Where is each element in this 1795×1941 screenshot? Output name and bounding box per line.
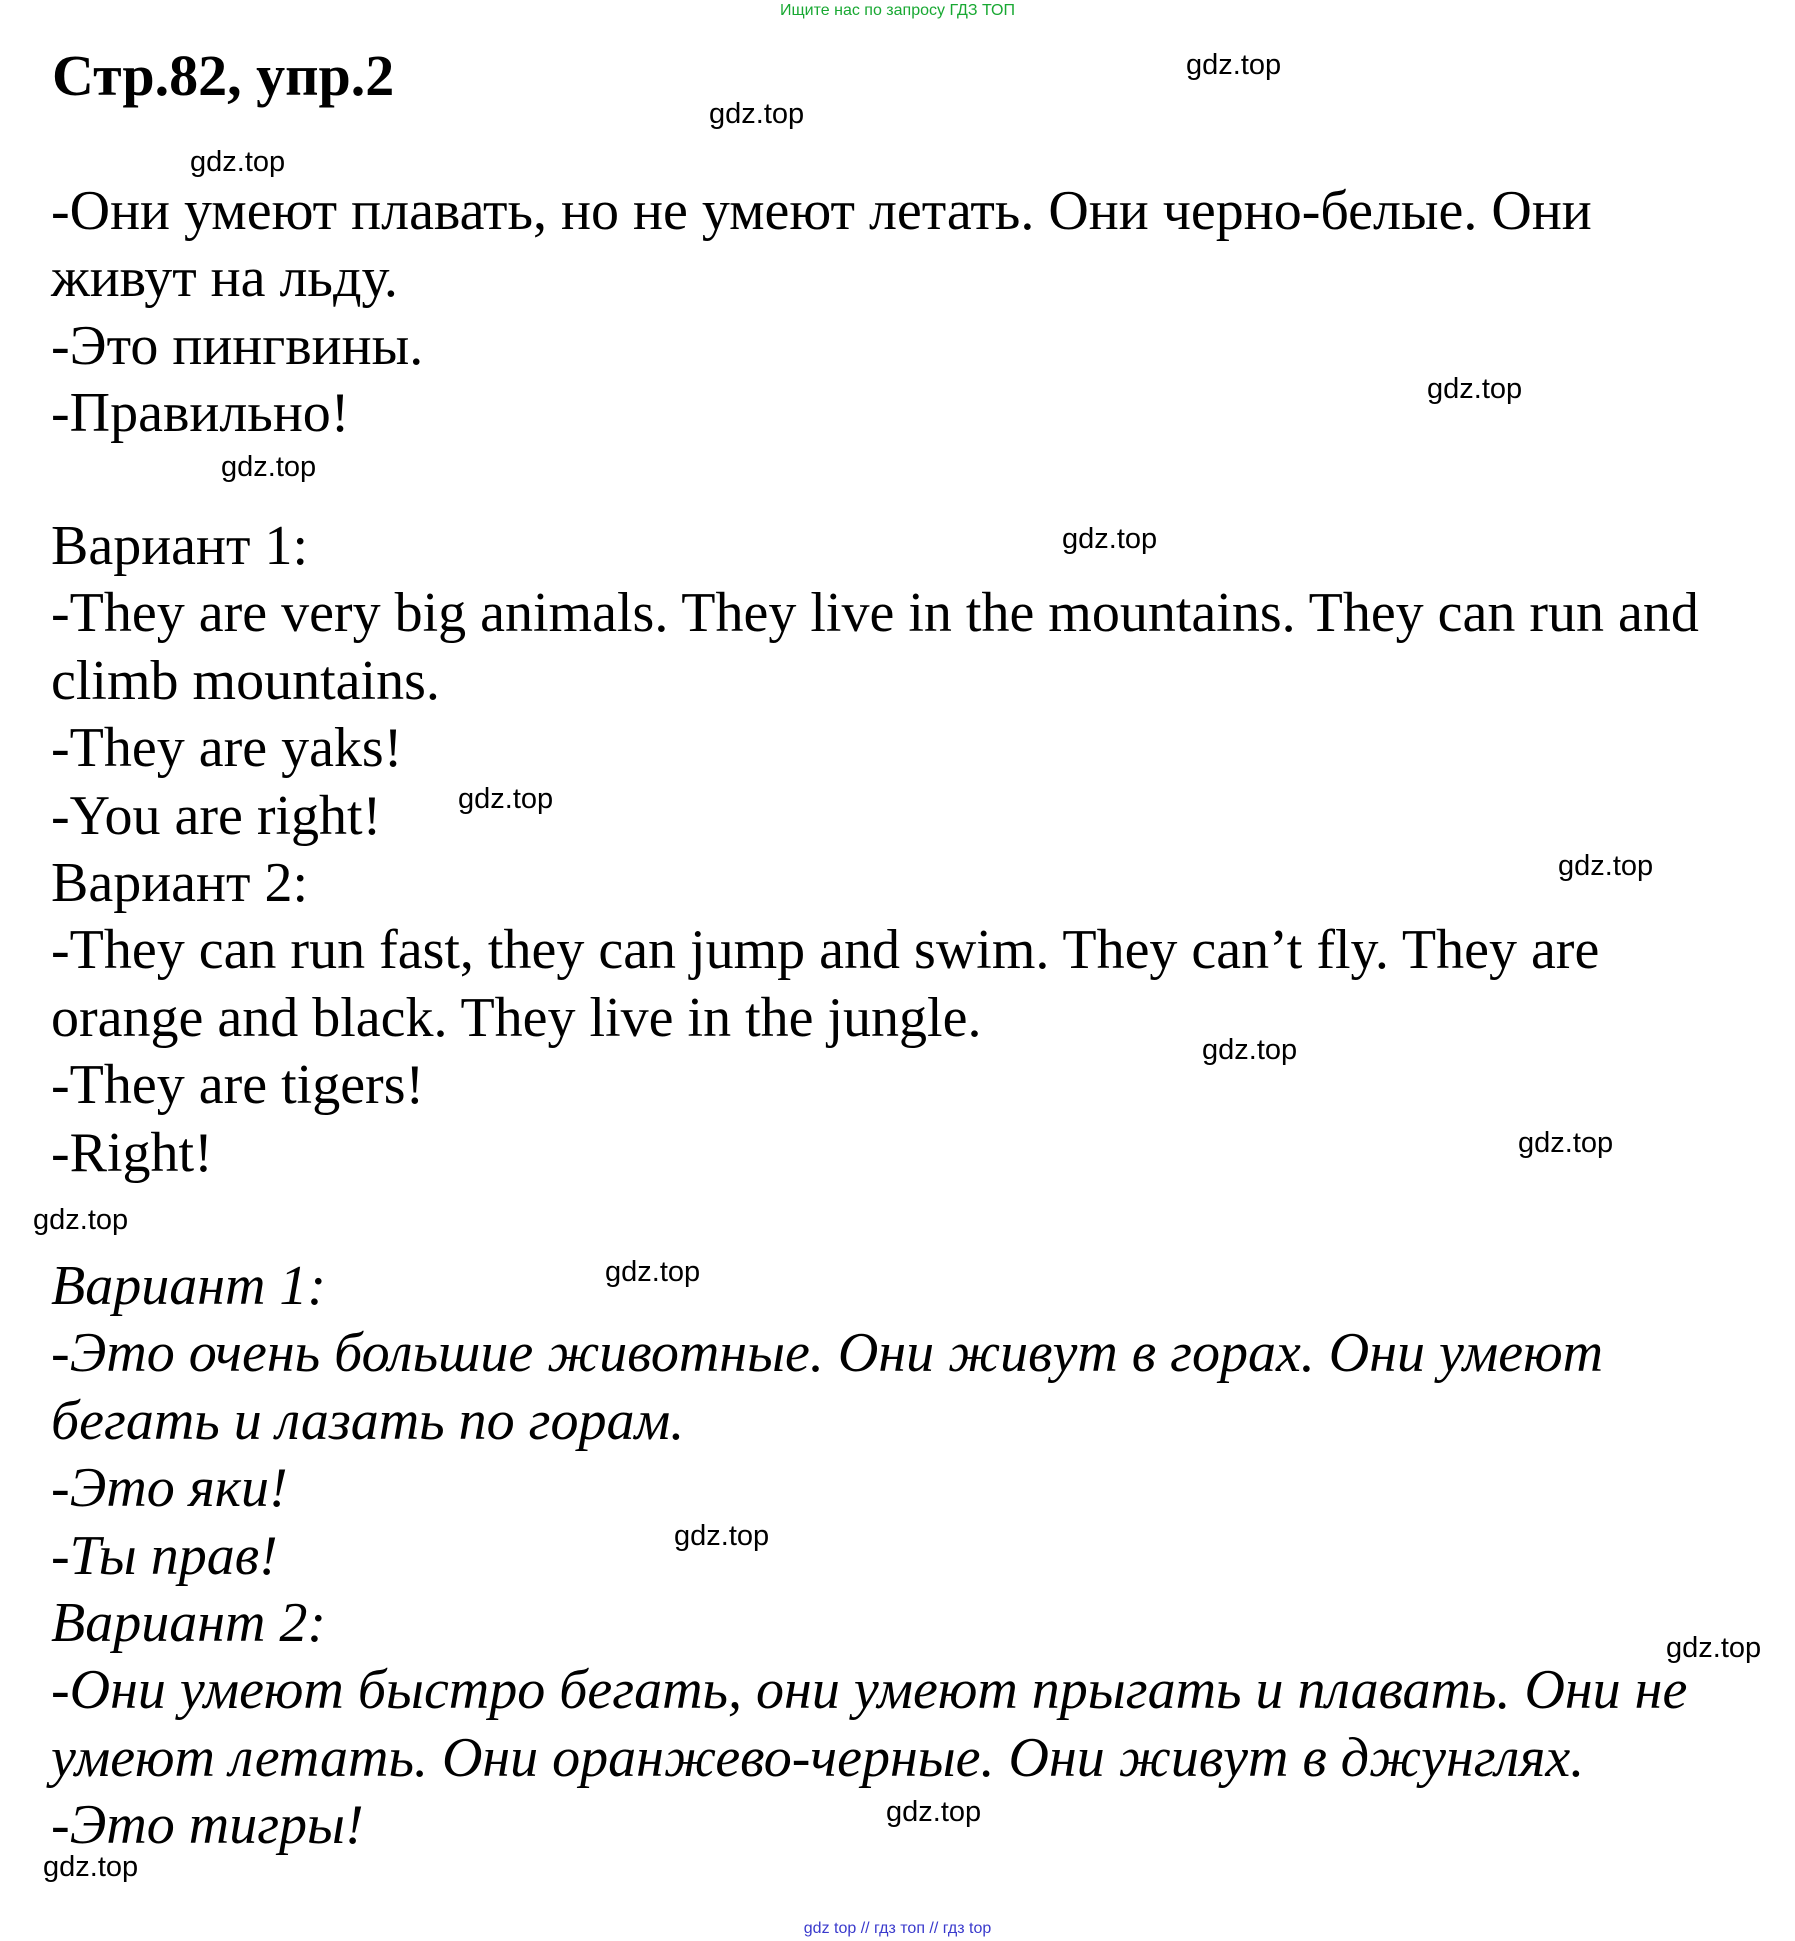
watermark: gdz.top (190, 146, 286, 178)
text-line: -You are right! (51, 784, 382, 847)
text-line: умеют летать. Они оранжево-черные. Они живут в джунглях. (51, 1726, 1585, 1789)
text-line: -They are tigers! (51, 1054, 425, 1117)
watermark: gdz.top (709, 98, 805, 130)
watermark: gdz.top (1202, 1034, 1298, 1066)
russian-intro-block (51, 178, 1791, 448)
text-line: -Они умеют плавать, но не умеют летать. Они черно-белые. Они (51, 180, 1592, 242)
watermark: gdz.top (886, 1796, 982, 1828)
page-title: Стр.82, упр.2 (52, 43, 395, 108)
text-line: -Right! (51, 1121, 213, 1184)
text-line: -Они умеют быстро бегать, они умеют прыгать и плавать. Они не (51, 1659, 1688, 1722)
text-line: climb mountains. (51, 649, 440, 712)
text-line: -Это тигры! (51, 1794, 364, 1857)
watermark: gdz.top (1666, 1632, 1762, 1664)
variant-heading: Вариант 2: (51, 852, 309, 915)
watermark: gdz.top (1558, 850, 1654, 882)
variant-heading: Вариант 1: (51, 1255, 327, 1317)
watermark: gdz.top (1062, 523, 1158, 555)
watermark: gdz.top (43, 1851, 139, 1883)
text-line: -Это яки! (51, 1457, 288, 1520)
text-line: -They are very big animals. They live in the mountains. They can run and (51, 582, 1699, 645)
text-line: живут на льду. (51, 247, 398, 310)
text-line: orange and black. They live in the jungle. (51, 986, 982, 1049)
text-line: -They can run fast, they can jump and swim. They can’t fly. They are (51, 919, 1600, 982)
watermark: gdz.top (458, 783, 554, 815)
top-banner: Ищите нас по запросу ГДЗ ТОП (780, 2, 1015, 19)
watermark: gdz.top (221, 451, 317, 483)
text-line: -Это очень большие животные. Они живут в горах. Они умеют (51, 1322, 1604, 1385)
text-line: -Ты прав! (51, 1524, 278, 1587)
text-line: -Это пингвины. (51, 314, 424, 377)
watermark: gdz.top (1518, 1127, 1614, 1159)
variant-heading: Вариант 2: (51, 1592, 327, 1655)
footer-watermark: gdz top // гдз топ // гдз top (803, 1920, 992, 1937)
text-line: бегать и лазать по горам. (51, 1389, 685, 1452)
translation-block (51, 1253, 1791, 1860)
english-dialogues-block (51, 513, 1791, 1187)
text-line: -Правильно! (51, 382, 350, 445)
watermark: gdz.top (1427, 373, 1523, 405)
watermark: gdz.top (33, 1204, 129, 1236)
variant-heading: Вариант 1: (51, 515, 309, 577)
text-line: -They are yaks! (51, 717, 403, 780)
watermark: gdz.top (605, 1256, 701, 1288)
watermark: gdz.top (1186, 49, 1282, 81)
watermark: gdz.top (674, 1520, 770, 1552)
